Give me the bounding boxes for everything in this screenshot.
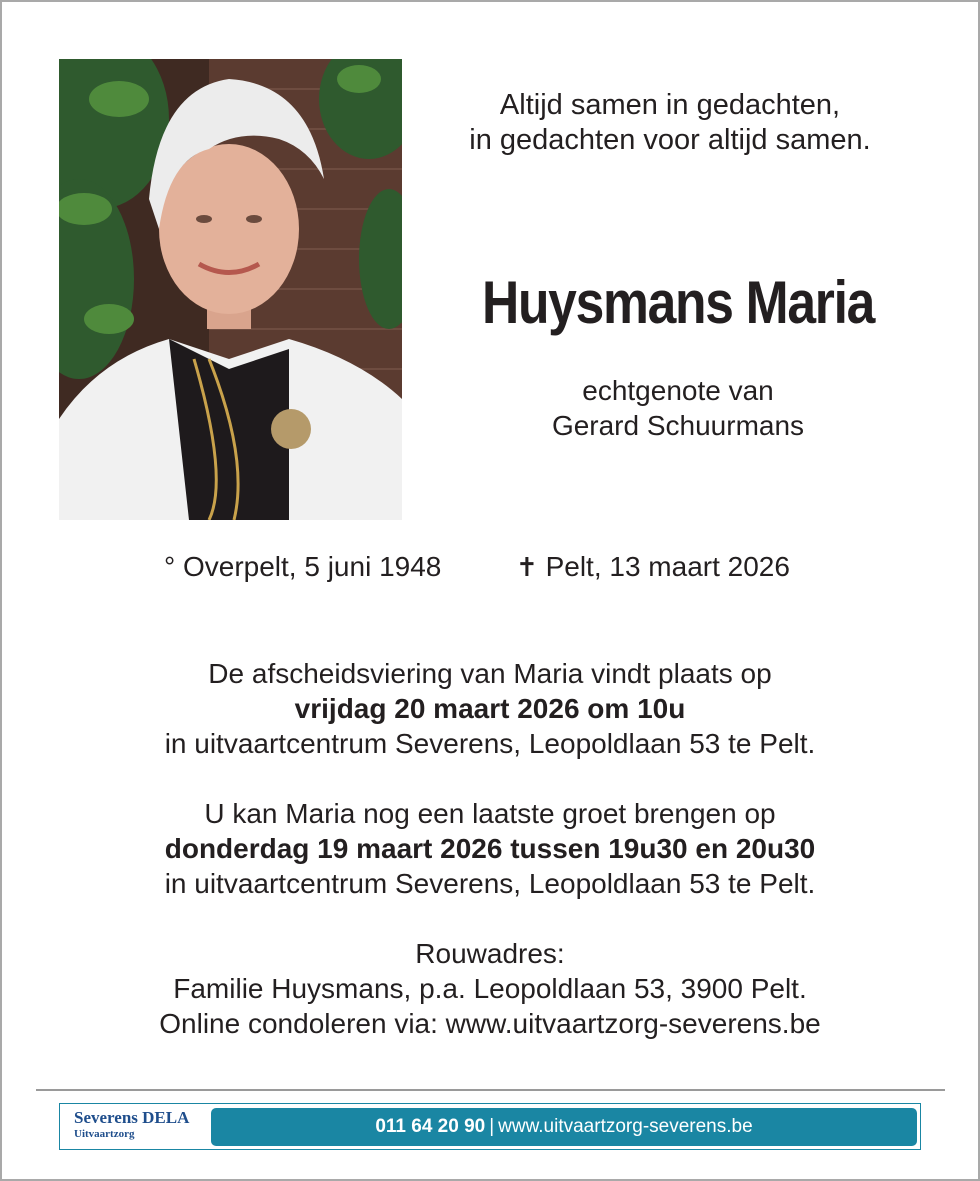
memorial-quote [420, 88, 920, 158]
address-heading: Rouwadres: [415, 938, 565, 969]
farewell-datetime: vrijdag 20 maart 2026 om 10u [294, 693, 686, 724]
quote-line-1: Altijd samen in gedachten, [499, 89, 841, 121]
birth-date: ° Overpelt, 5 juni 1948 [164, 551, 442, 582]
visit-location: in uitvaartcentrum Severens, Leopoldlaan 53 te Pelt. [164, 868, 816, 899]
farewell-line-1: De afscheidsviering van Maria vindt plaats op [208, 658, 772, 689]
portrait-photo [59, 59, 402, 520]
contact-separator: | [489, 1116, 495, 1137]
online-condolence: Online condoleren via: www.uitvaartzorg-severens.be [159, 1008, 821, 1039]
farewell-location: in uitvaartcentrum Severens, Leopoldlaan 53 te Pelt. [164, 728, 816, 759]
brand-subtitle: Uitvaartzorg [74, 1128, 135, 1140]
visit-datetime: donderdag 19 maart 2026 tussen 19u30 en 20u30 [164, 833, 816, 864]
brand-name: Severens DELA [74, 1108, 190, 1127]
phone-number[interactable]: 011 64 20 90 [375, 1116, 486, 1137]
death-date: Pelt, 13 maart 2026 [537, 551, 790, 582]
funeral-home-footer [59, 1103, 921, 1150]
website-link[interactable]: www.uitvaartzorg-severens.be [498, 1116, 753, 1137]
contact-bar [211, 1108, 917, 1146]
spouse-name: Gerard Schuurmans [551, 410, 805, 441]
spouse-block [420, 373, 936, 443]
family-address: Familie Huysmans, p.a. Leopoldlaan 53, 3900 Pelt. [173, 973, 807, 1004]
quote-line-2: in gedachten voor altijd samen. [469, 124, 871, 156]
divider [36, 1089, 945, 1091]
relation-label: echtgenote van [582, 375, 774, 406]
death-date-group [516, 549, 790, 585]
deceased-name: Huysmans Maria [481, 269, 875, 336]
announcement-body [0, 656, 980, 1041]
visit-line-1: U kan Maria nog een laatste groet brengen op [204, 798, 776, 829]
funeral-home-logo [74, 1109, 189, 1141]
cross-icon: ✝ [516, 552, 538, 582]
